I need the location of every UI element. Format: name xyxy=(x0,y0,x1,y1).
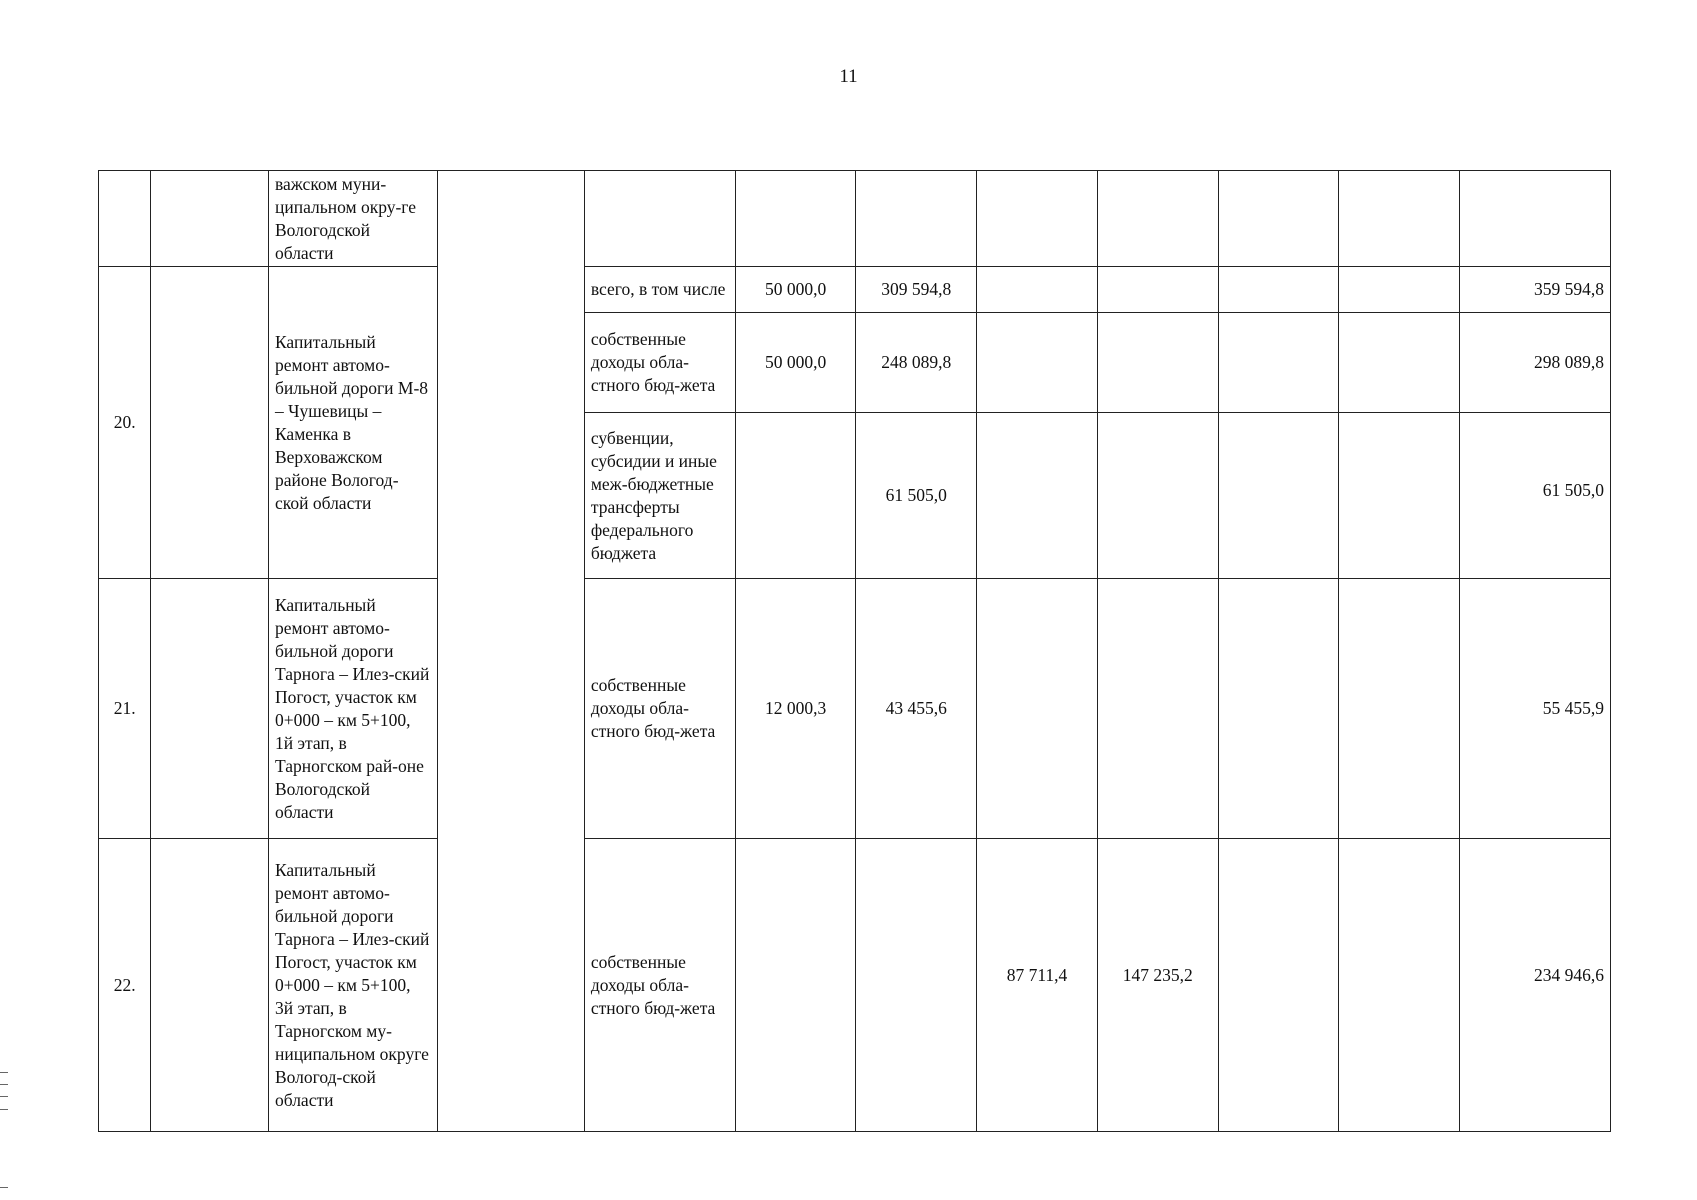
value-cell xyxy=(1218,267,1339,313)
value-cell xyxy=(1339,313,1460,413)
value-cell: 12 000,3 xyxy=(735,579,856,839)
value-cell: 309 594,8 xyxy=(856,267,977,313)
funding-source-cell: собственные доходы обла-стного бюд-жета xyxy=(584,839,735,1132)
total-cell: 298 089,8 xyxy=(1459,313,1610,413)
funding-source-cell: всего, в том числе xyxy=(584,267,735,313)
row-number-cell: 20. xyxy=(99,267,151,579)
empty-cell xyxy=(151,839,269,1132)
value-cell xyxy=(977,413,1098,579)
merged-empty-cell xyxy=(437,171,584,1132)
value-cell xyxy=(1097,413,1218,579)
budget-table xyxy=(98,170,1611,1132)
value-cell xyxy=(1218,839,1339,1132)
table-row xyxy=(99,579,1611,839)
value-cell: 147 235,2 xyxy=(1097,839,1218,1132)
value-cell xyxy=(1097,171,1218,267)
funding-source-cell: субвенции, субсидии и иные меж-бюджетные трансферты федерального бюджета xyxy=(584,413,735,579)
row-number-cell xyxy=(99,171,151,267)
table-row xyxy=(99,267,1611,313)
value-cell xyxy=(1339,171,1460,267)
value-cell xyxy=(856,839,977,1132)
value-cell xyxy=(1097,579,1218,839)
value-cell xyxy=(1339,267,1460,313)
empty-cell xyxy=(151,171,269,267)
value-cell xyxy=(1097,313,1218,413)
value-cell: 50 000,0 xyxy=(735,313,856,413)
object-name-cell: Капитальный ремонт автомо-бильной дороги Тарнога – Илез-ский Погост, участок км 0+000 – км 5+100, 1й этап, в Тарногском рай-оне Вологодской области xyxy=(268,579,437,839)
value-cell xyxy=(977,171,1098,267)
total-cell: 61 505,0 xyxy=(1459,413,1610,579)
value-cell xyxy=(1339,413,1460,579)
total-cell: 234 946,6 xyxy=(1459,839,1610,1132)
value-cell xyxy=(977,579,1098,839)
empty-cell xyxy=(151,579,269,839)
funding-source-cell xyxy=(584,171,735,267)
table-row xyxy=(99,171,1611,267)
object-name-cell: Капитальный ремонт автомо-бильной дороги М-8 – Чушевицы – Каменка в Верховажском районе Вологод-ской области xyxy=(268,267,437,579)
row-number-cell: 22. xyxy=(99,839,151,1132)
value-cell xyxy=(1218,313,1339,413)
value-cell xyxy=(1218,579,1339,839)
value-cell xyxy=(1218,171,1339,267)
row-number-cell: 21. xyxy=(99,579,151,839)
value-cell: 87 711,4 xyxy=(977,839,1098,1132)
value-cell xyxy=(735,171,856,267)
scan-edge-mark xyxy=(0,1187,8,1188)
empty-cell xyxy=(151,267,269,579)
funding-source-cell: собственные доходы обла-стного бюд-жета xyxy=(584,579,735,839)
value-cell: 248 089,8 xyxy=(856,313,977,413)
value-cell xyxy=(735,413,856,579)
value-cell xyxy=(856,171,977,267)
object-name-cell: Капитальный ремонт автомо-бильной дороги Тарнога – Илез-ский Погост, участок км 0+000 – км 5+100, 3й этап, в Тарногском му-ниципальном округе Вологод-ской области xyxy=(268,839,437,1132)
value-cell: 43 455,6 xyxy=(856,579,977,839)
value-cell xyxy=(1339,839,1460,1132)
value-cell xyxy=(735,839,856,1132)
value-cell xyxy=(1339,579,1460,839)
total-cell xyxy=(1459,171,1610,267)
value-cell xyxy=(1097,267,1218,313)
value-cell xyxy=(977,313,1098,413)
total-cell: 359 594,8 xyxy=(1459,267,1610,313)
total-cell: 55 455,9 xyxy=(1459,579,1610,839)
value-cell xyxy=(1218,413,1339,579)
table-row xyxy=(99,839,1611,1132)
object-name-cell: важском муни-ципальном окру-ге Вологодской области xyxy=(268,171,437,267)
page-number: 11 xyxy=(839,66,858,87)
value-cell: 50 000,0 xyxy=(735,267,856,313)
value-cell: 61 505,0 xyxy=(856,413,977,579)
funding-source-cell: собственные доходы обла-стного бюд-жета xyxy=(584,313,735,413)
scan-edge-marks xyxy=(0,1072,8,1110)
value-cell xyxy=(977,267,1098,313)
